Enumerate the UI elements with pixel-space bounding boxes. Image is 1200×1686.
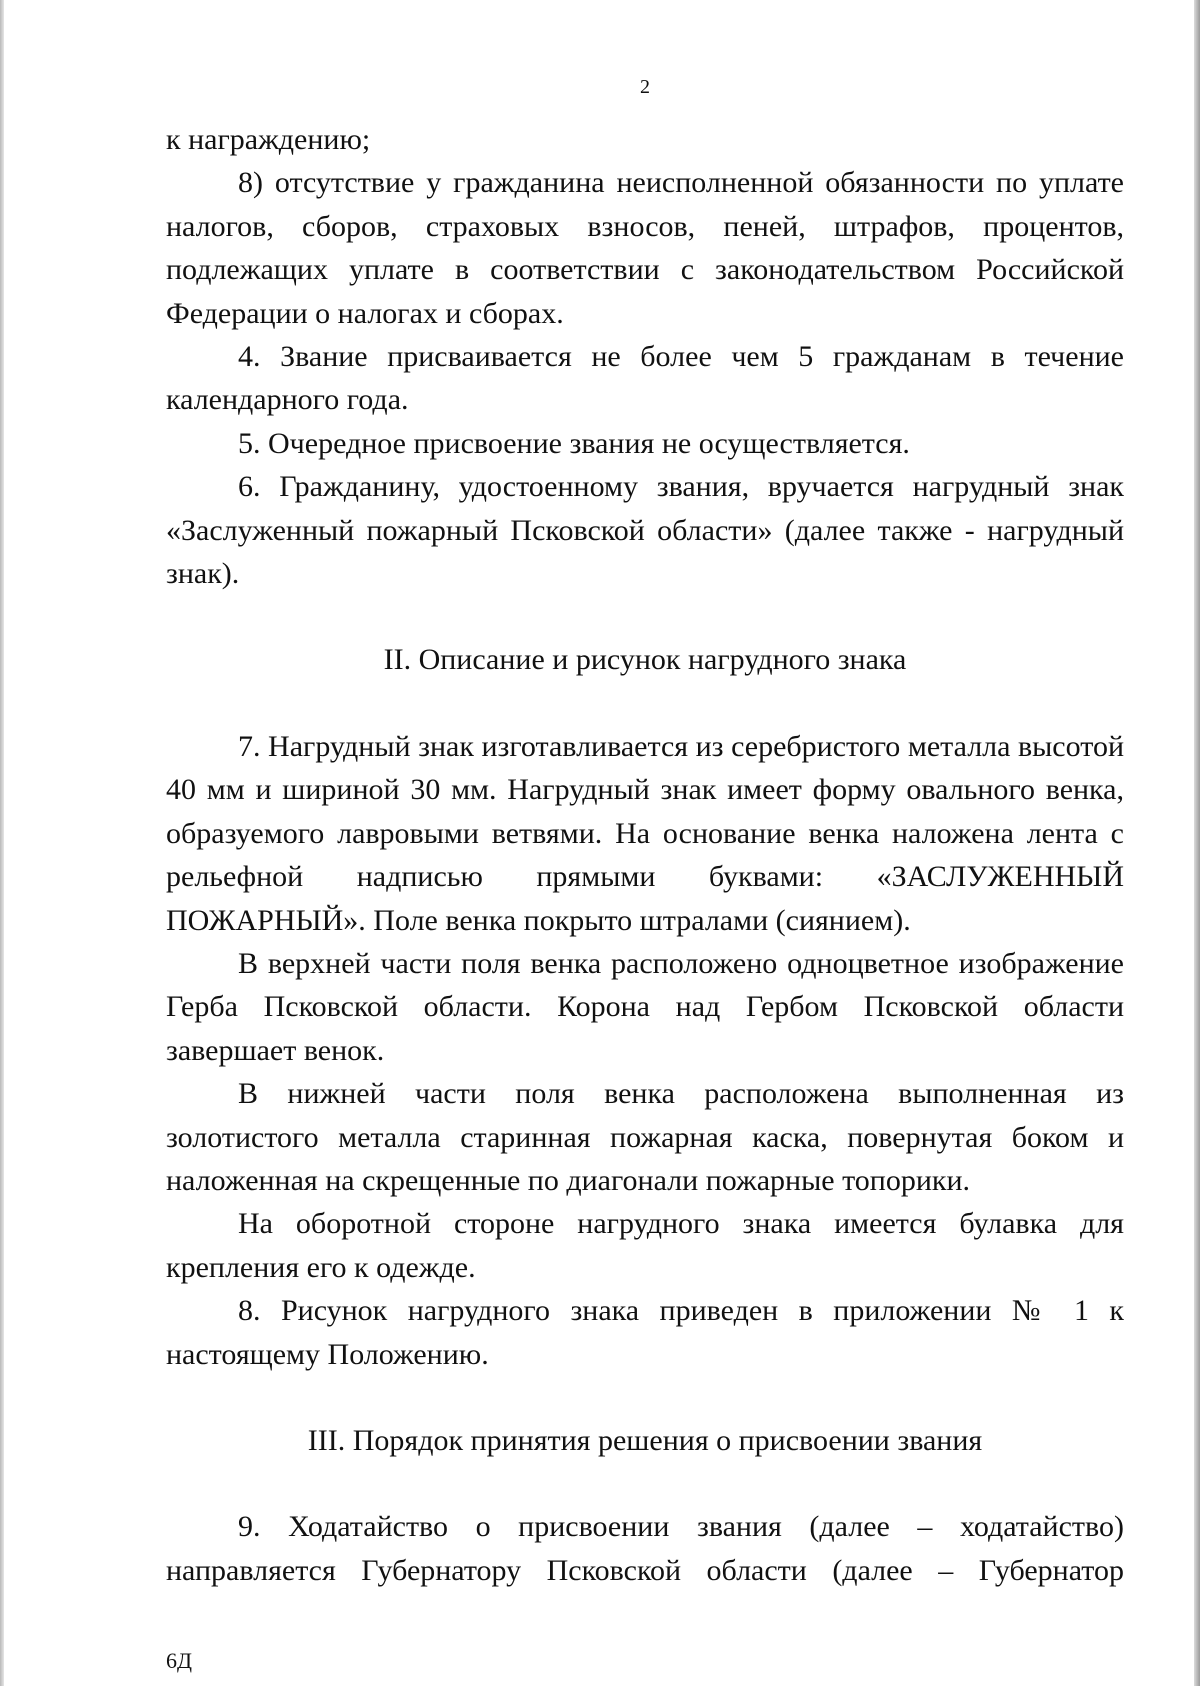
paragraph-7-badge-material: 7. Нагрудный знак изготавливается из серебристого металла высотой 40 мм и шириной 30 мм. Нагрудный знак имеет форму овального венка, образуемого лавровыми ветвями. На основание венка наложена лента с рельефной надписью прямыми буквами: «ЗАСЛУЖЕННЫЙ ПОЖАРНЫЙ». Поле венка покрыто штралами (сиянием).	[166, 729, 1124, 937]
paragraph-5-no-repeat: 5. Очередное присвоение звания не осуществляется.	[238, 426, 910, 460]
paragraph-8-badge-drawing: 8. Рисунок нагрудного знака приведен в приложении № 1 к настоящему Положению.	[166, 1294, 1124, 1371]
footer-document-code: 6Д	[166, 1648, 193, 1673]
paragraph-9-petition: 9. Ходатайство о присвоении звания (далее – ходатайство) направляется Губернатору Псковской области (далее – Губернатор	[166, 1510, 1124, 1587]
page-number: 2	[640, 76, 650, 98]
paragraph-wreath-lower-part: В нижней части поля венка расположена выполненная из золотистого металла старинная пожарная каска, повернутая боком и наложенная на скрещенные по диагонали пожарные топорики.	[166, 1077, 1124, 1197]
paragraph-6-badge-presented: 6. Гражданину, удостоенному звания, вручается нагрудный знак «Заслуженный пожарный Псковской области» (далее также - нагрудный знак).	[166, 470, 1124, 591]
paragraph-award-continuation: к награждению;	[166, 123, 371, 156]
section-heading-badge-description: II. Описание и рисунок нагрудного знака	[383, 643, 907, 677]
scan-edge-right	[1194, 0, 1200, 1686]
scan-edge-left	[0, 0, 4, 1686]
section-heading-decision-procedure: III. Порядок принятия решения о присвоении звания	[307, 1423, 983, 1457]
paragraph-4-limit-per-year: 4. Звание присваивается не более чем 5 гражданам в течение календарного года.	[166, 340, 1124, 417]
paragraph-wreath-upper-part: В верхней части поля венка расположено одноцветное изображение Герба Псковской области. Корона над Гербом Псковской области завершает венок.	[166, 946, 1124, 1067]
document-body	[166, 118, 1124, 1592]
paragraph-badge-reverse-side: На оборотной стороне нагрудного знака имеется булавка для крепления его к одежде.	[166, 1207, 1124, 1284]
paragraph-item-8-tax-obligations: 8) отсутствие у гражданина неисполненной обязанности по уплате налогов, сборов, страховых взносов, пеней, штрафов, процентов, подлежащих уплате в соответствии с законодательством Российской Федерации о налогах и сборах.	[166, 166, 1124, 330]
